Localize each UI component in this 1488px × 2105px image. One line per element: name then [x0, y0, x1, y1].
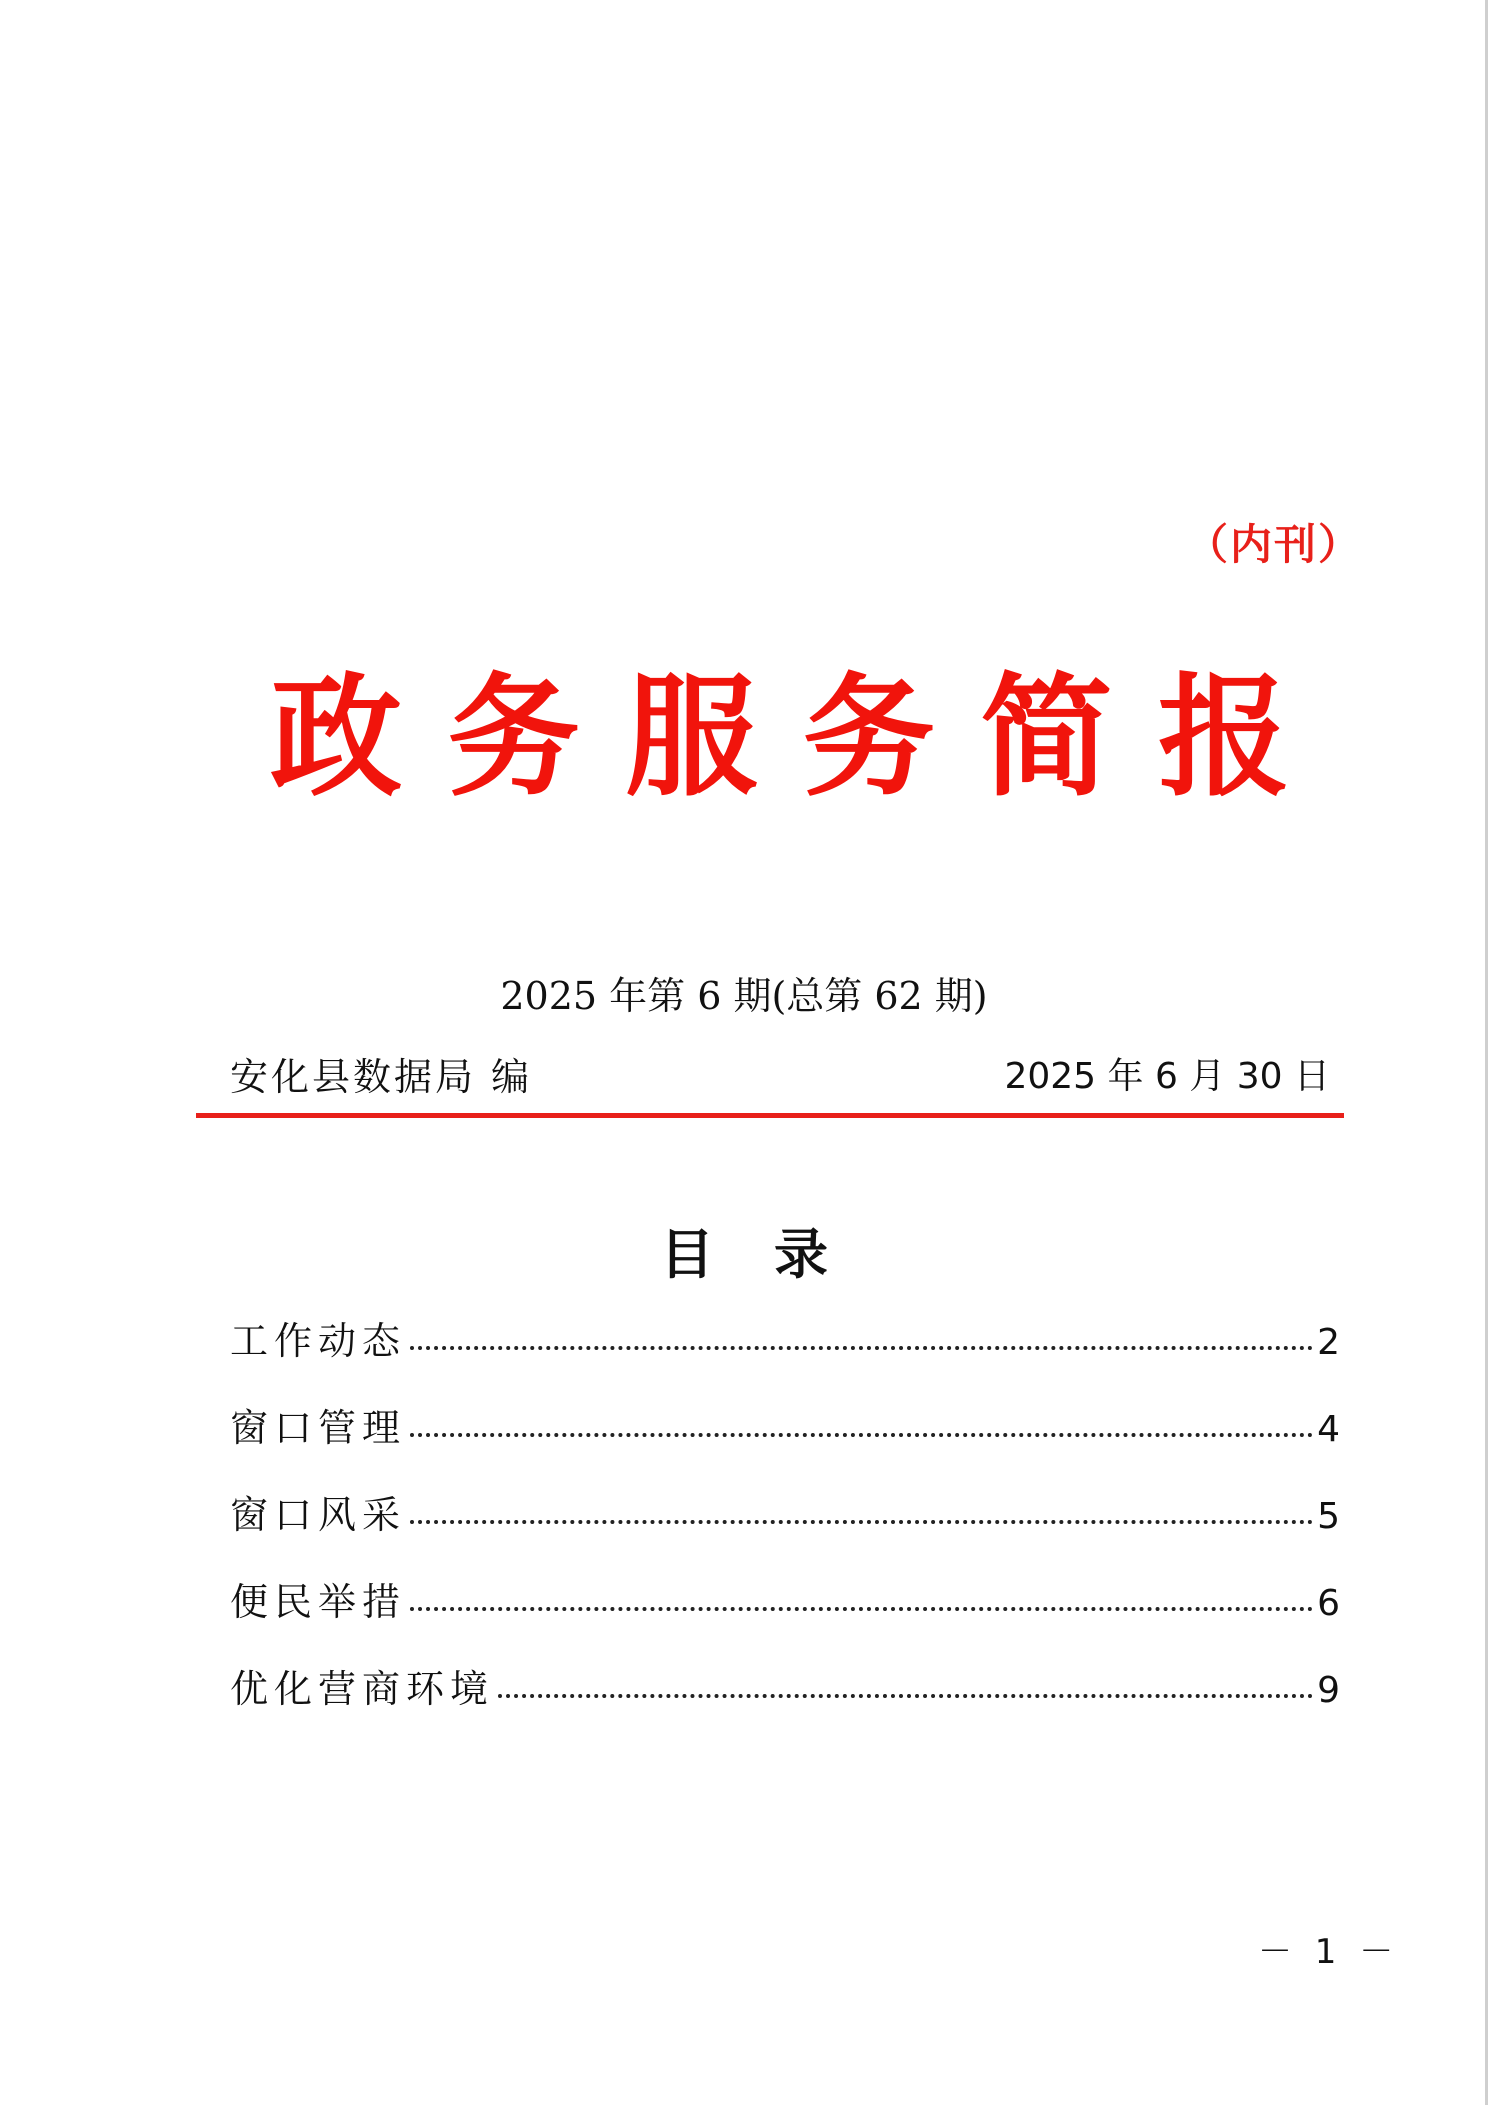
toc-item[interactable]: [230, 1484, 1340, 1571]
toc-leader-dots: [410, 1520, 1313, 1524]
red-divider: [196, 1113, 1344, 1118]
toc-item-label: 便民举措: [230, 1580, 407, 1624]
compiler: 安化县数据局 编: [230, 1055, 533, 1099]
internal-publication-mark: （内刊）: [1186, 520, 1363, 569]
masthead-title: [270, 661, 1290, 815]
meta-row: [230, 1052, 1330, 1102]
toc-item[interactable]: [230, 1310, 1340, 1397]
toc-leader-dots: [410, 1607, 1313, 1611]
publication-date: 2025 年 6 月 30 日: [1004, 1056, 1330, 1097]
issue-number: 2025 年第 6 期(总第 62 期): [500, 974, 988, 1018]
toc-item[interactable]: [230, 1658, 1340, 1745]
masthead-char: 务: [447, 661, 580, 815]
toc-item-label: 窗口风采: [230, 1493, 407, 1537]
toc-title: 目录: [660, 1223, 888, 1286]
toc-leader-dots: [498, 1694, 1313, 1698]
table-of-contents: [230, 1310, 1340, 1745]
toc-item-page: 2: [1317, 1322, 1340, 1363]
masthead-char: 务: [802, 661, 935, 815]
toc-item-page: 6: [1317, 1583, 1340, 1624]
masthead-char: 服: [625, 661, 758, 815]
toc-item-page: 9: [1317, 1670, 1340, 1711]
page-number: － 1 －: [1258, 1932, 1400, 1972]
toc-item-label: 窗口管理: [230, 1406, 407, 1450]
toc-item-label: 优化营商环境: [230, 1667, 495, 1711]
toc-item-label: 工作动态: [230, 1319, 407, 1363]
masthead-char: 简: [980, 661, 1113, 815]
masthead-char: 报: [1157, 661, 1290, 815]
toc-leader-dots: [410, 1433, 1313, 1437]
masthead-char: 政: [270, 661, 402, 815]
toc-item-page: 5: [1317, 1496, 1340, 1537]
toc-leader-dots: [410, 1346, 1313, 1350]
toc-item[interactable]: [230, 1571, 1340, 1658]
toc-item-page: 4: [1317, 1409, 1340, 1450]
toc-item[interactable]: [230, 1397, 1340, 1484]
